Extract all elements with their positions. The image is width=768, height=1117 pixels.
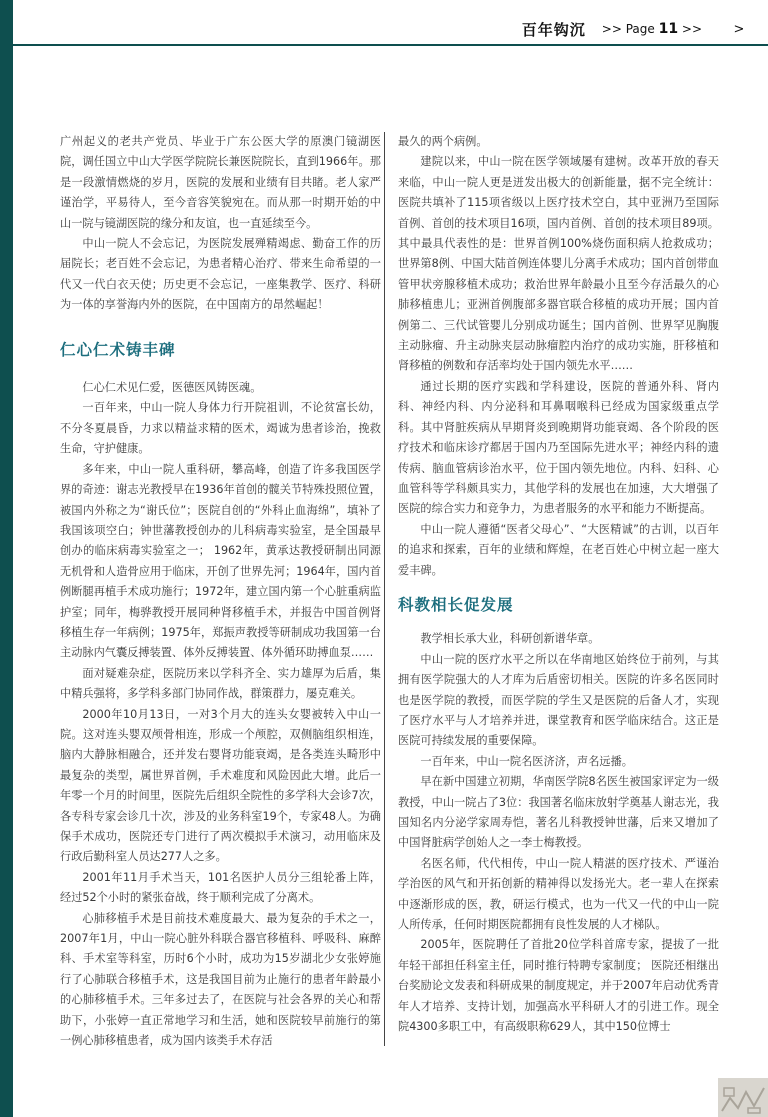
paragraph: 最久的两个病例。: [398, 135, 488, 148]
paragraph: 中山一院的医疗水平之所以在华南地区始终位于前列，与其拥有医学院强大的人才库为后盾密切相关。医院的许多名医同时也是医学院的教授，而医学院的学生又是医院的后备人才，实现了医疗水平与人才培养并进，课堂教育和医学临床结合。这正是医院可持续发展的重要保障。: [398, 652, 719, 748]
paragraph: 面对疑难杂症，医院历来以学科齐全、实力雄厚为后盾，集中精兵强将，多学科多部门协同作战，群策群力，屡克难关。: [60, 666, 381, 701]
paragraph: 早在新中国建立初期，华南医学院8名医生被国家评定为一级教授，中山一院占了3位：我国著名临床放射学奠基人谢志光，我国知名内分泌学家周寿恺，著名儿科教授钟世藩，后来又增加了中国肾脏病学创始人之一李士梅教授。: [398, 775, 719, 850]
magazine-section-title: 百年钩沉: [521, 20, 586, 39]
paragraph: 2001年11月手术当天，101名医护人员分三组轮番上阵，经过52个小时的紧张奋战，终于顺利完成了分离术。: [60, 870, 381, 905]
paragraph: 2000年10月13日，一对3个月大的连头女婴被转入中山一院。这对连头婴双颅骨相连，形成一个颅腔，双侧脑组织相连，脑内大静脉相融合，还并发右婴肾功能衰竭，是各类连头畸形中最复杂的类型，属世界首例，手术难度和风险因此大增。此后一年零一个月的时间里，医院先后组织全院性的多学科大会诊7次，各专科专家会诊几十次，涉及的业务科室19个，专家48人。为确保手术成功，医院还专门进行了两次模拟手术演习，动用临床及行政后勤科室人员达277人之多。: [60, 707, 381, 864]
paragraph: 一百年来，中山一院人身体力行开院祖训，不论贫富长幼，不分冬夏晨昏，力求以精益求精的医术，竭诚为患者诊治，挽救生命，守护健康。: [60, 401, 381, 456]
section-heading: 仁心仁术铸丰碑: [60, 340, 176, 359]
paragraph: 通过长期的医疗实践和学科建设，医院的普通外科、肾内科、神经内科、内分泌科和耳鼻咽喉科已经成为国家级重点学科。其中肾脏疾病从早期肾炎到晚期肾功能衰竭、各个阶段的医疗技术和临床诊疗都居于国内乃至国际先进水平；神经内科的遗传病、脑血管病诊治水平，位于国内领先地位。内科、妇科、心血管科等学科颇具实力，其他学科的发展也在加速，大大增强了医院的综合实力和竞争力，为患者服务的水平和能力不断提高。: [398, 379, 719, 516]
paragraph: 2005年，医院聘任了首批20位学科首席专家，提拔了一批年轻干部担任科室主任，同时推行特聘专家制度； 医院还相继出台奖励论文发表和科研成果的制度规定，并于2007年启动优秀青年人才培养、支持计划，加强高水平科研人才的引进工作。现全院4300多职工中，有高级职称629人，其中150位博士: [398, 938, 719, 1034]
paragraph: 中山一院人遵循“医者父母心”、“大医精诚”的古训，以百年的追求和探索，百年的业绩和辉煌，在老百姓心中树立起一座大爱丰碑。: [398, 522, 719, 577]
page-prefix: >> Page: [601, 22, 655, 36]
page-suffix: >>: [681, 22, 702, 36]
paragraph: 多年来，中山一院人重科研，攀高峰，创造了许多我国医学界的奇迹：谢志光教授早在1936年首创的髋关节特殊投照位置，被国内外称之为“谢氏位”；医院自创的“外科止血海绵”，填补了我国该项空白；钟世藩教授创办的儿科病毒实验室，是全国最早创办的临床病毒实验室之一； 1962年，黄承达教授研制出同源无机骨和人造骨应用于临床，开创了世界先河；1964年，国内首例断腿再植手术成功施行；1972年，建立国内第一个心脏重病监护室；同年，梅骅教授开展同种肾移植手术，并报告中国首例肾移植生存一年病例；1975年，郑振声教授等研制成功我国第一台主动脉内气囊反搏装置、体外反搏装置、体外循环助搏血泵……: [60, 462, 381, 660]
paragraph: 名医名师，代代相传，中山一院人精湛的医疗技术、严谨治学治医的风气和开拓创新的精神得以发扬光大。老一辈人在探索中逐渐形成的医，教，研运行模式，也为一代又一代的中山一院人所传承，任何时期医院都拥有良性发展的人才梯队。: [398, 856, 719, 932]
right-column: [398, 132, 719, 1037]
paragraph: 心肺移植手术是目前技术难度最大、最为复杂的手术之一，2007年1月，中山一院心脏外科联合器官移植科、呼吸科、麻醉科、手术室等科室，历时6个小时，成功为15岁湖北少女张婷施行了心肺联合移植手术，这是我国目前为止施行的患者年龄最小的心肺移植手术。三年多过去了，在医院与社会各界的关心和帮助下，小张婷一直正常地学习和生活，她和医院较早前施行的第一例心肺移植患者，成为国内该类手术存活: [60, 911, 381, 1048]
page-header: [522, 18, 768, 40]
paragraph: 广州起义的老共产党员、毕业于广东公医大学的原澳门镜湖医院，调任国立中山大学医学院院长兼医院院长，直到1966年。那是一段激情燃烧的岁月，医院的发展和业绩有目共睹。老人家严谨治学，平易待人，至今音容笑貌宛在。而从那一时期开始的中山一院与镜湖医院的缘分和友谊，也一直延续至今。: [60, 135, 381, 230]
left-accent-bar: [0, 0, 13, 1117]
page-number: 11: [658, 21, 679, 37]
paragraph: 仁心仁术见仁爱，医德医风铸医魂。: [82, 381, 262, 395]
paragraph: 教学相长承大业，科研创新谱华章。: [420, 632, 600, 646]
next-page-arrow[interactable]: >: [733, 21, 745, 37]
header-divider: [13, 44, 768, 46]
paragraph: 一百年来，中山一院名医济济，声名远播。: [420, 754, 633, 768]
decorative-pattern-icon: [718, 1078, 768, 1117]
paragraph: 中山一院人不会忘记，为医院发展殚精竭虑、勤奋工作的历届院长；老百姓不会忘记，为患者精心治疗、带来生命希望的一代又一代白衣天使；历史更不会忘记，一座集教学、医疗、科研为一体的享誉海内外的医院，在中国南方的昂然崛起！: [60, 237, 381, 312]
page-indicator: [602, 21, 702, 37]
section-heading: 科教相长促发展: [398, 595, 514, 614]
left-column: [60, 132, 381, 1051]
column-divider: [384, 132, 385, 1046]
paragraph: 建院以来，中山一院在医学领域屡有建树。改革开放的春天来临，中山一院人更是迸发出极大的创新能量，据不完全统计：医院共填补了115项省级以上医疗技术空白，其中亚洲乃至国际首例、首创的技术项目16项，国内首例、首创的技术项目89项。其中最具代表性的是：世界首例100%烧伤面积病人抢救成功；世界第8例、中国大陆首例连体婴儿分离手术成功；国内首创带血管甲状旁腺移植术成功；救治世界年龄最小且至今存活最久的心肺移植患儿；亚洲首例腹部多器官联合移植的成功开展；国内首例第二、三代试管婴儿分别成功诞生；国内首例、世界罕见胸腹主动脉瘤、升主动脉夹层动脉瘤腔内治疗的成功实施，肝移植和肾移植的例数和存活率均处于国内领先水平……: [398, 155, 719, 373]
